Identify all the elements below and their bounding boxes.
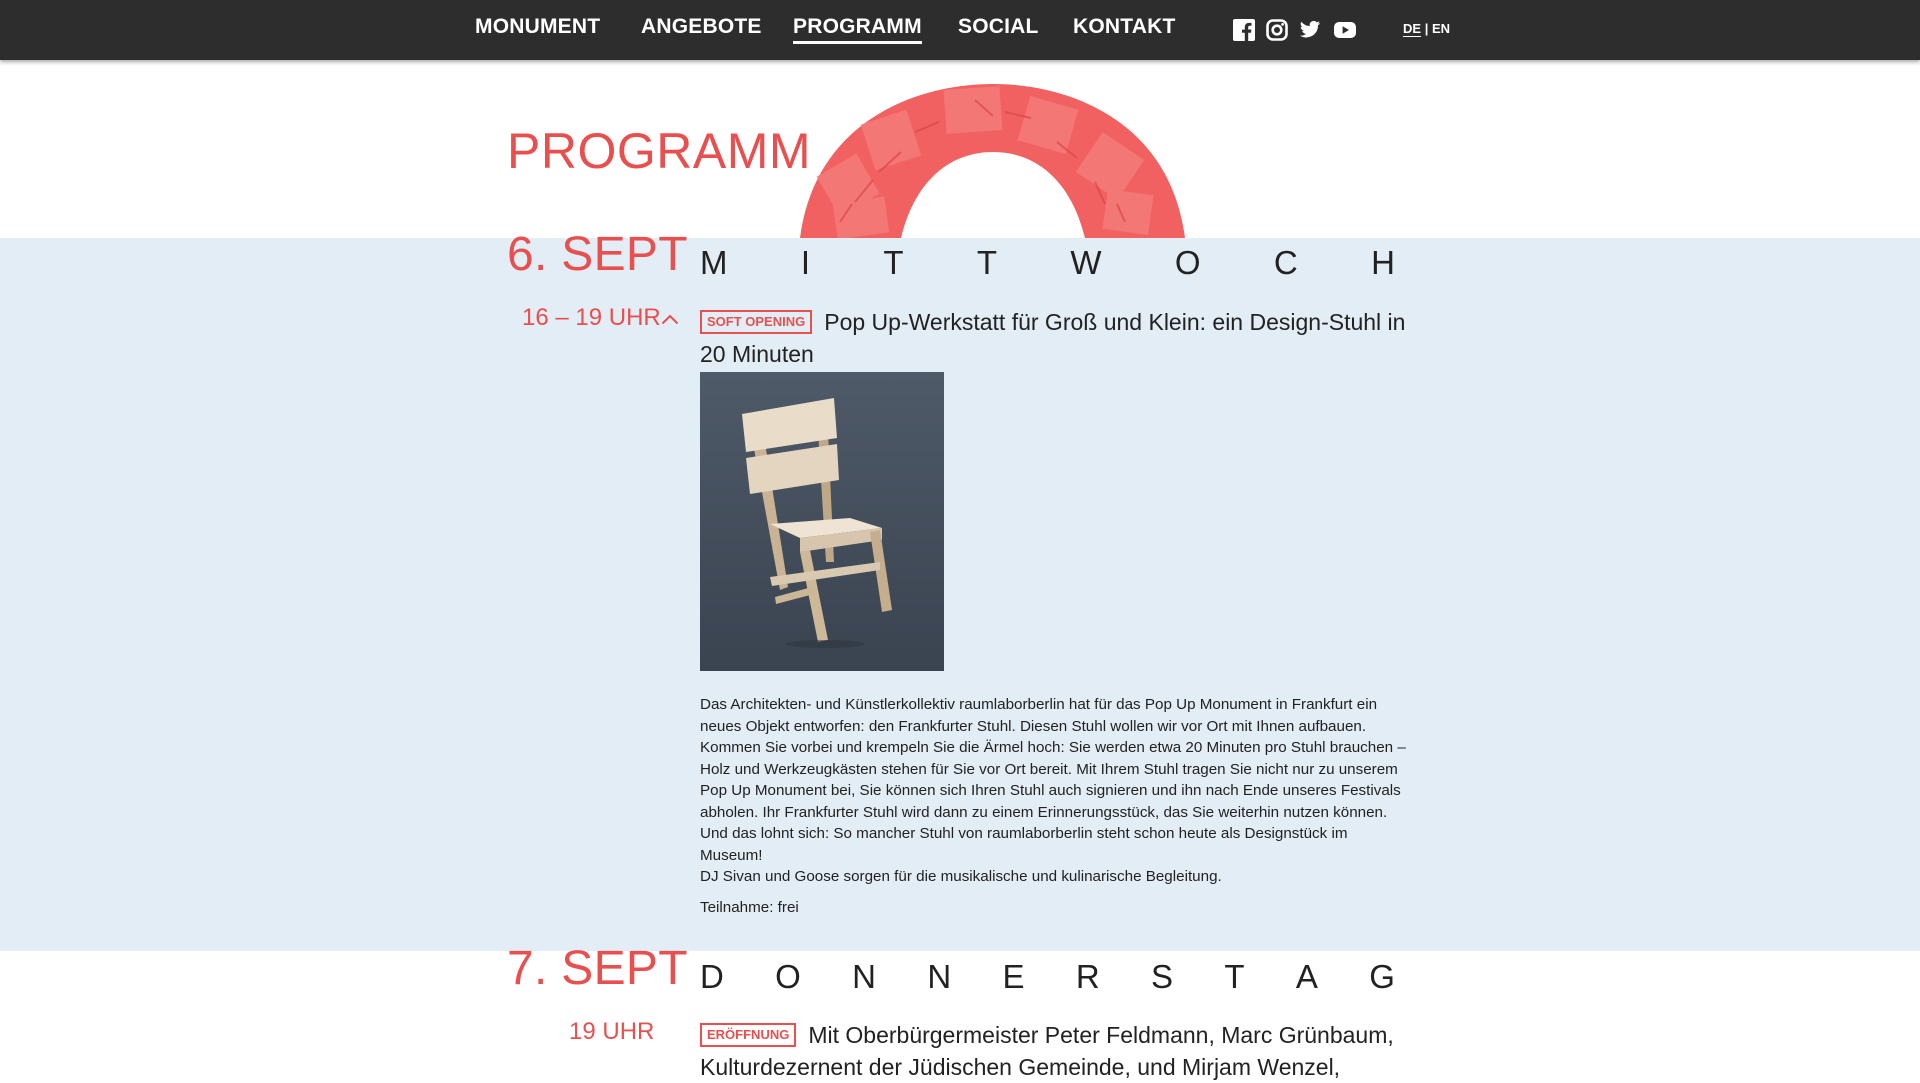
language-switcher (1403, 21, 1450, 36)
facebook-icon[interactable] (1233, 19, 1255, 41)
weekday-letter: O (775, 958, 801, 995)
event-badge: SOFT OPENING (700, 310, 812, 334)
weekday-letter: S (1151, 958, 1174, 995)
weekday-letter: E (1002, 958, 1025, 995)
chair-photo (700, 372, 944, 671)
weekday-letter: C (1273, 244, 1298, 281)
weekday-letter: A (1295, 958, 1318, 995)
instagram-icon[interactable] (1266, 19, 1288, 41)
weekday-letter: M (700, 244, 728, 281)
event-title-block[interactable] (700, 306, 1410, 370)
event-title: Pop Up-Werkstatt für Groß und Klein: ein Design-Stuhl in 20 Minuten (700, 309, 1406, 367)
event-description (700, 694, 1412, 888)
twitter-icon[interactable] (1299, 19, 1321, 41)
nav-item-social[interactable]: SOCIAL (958, 15, 1039, 38)
event-title: Mit Oberbürgermeister Peter Feldmann, Marc Grünbaum, Kulturdezernent der Jüdischen Gemeinde, und Mirjam Wenzel, (700, 1022, 1394, 1080)
top-navigation-bar (0, 0, 1920, 60)
weekday-letter: T (883, 244, 904, 281)
day-date: 7. SEPT (507, 942, 688, 995)
weekday-letter: R (1075, 958, 1100, 995)
event-badge: ERÖFFNUNG (700, 1023, 796, 1047)
youtube-icon[interactable] (1333, 19, 1357, 41)
event-description-text-2: DJ Sivan und Goose sorgen für die musikalische und kulinarische Begleitung. (700, 868, 1222, 885)
lang-en[interactable]: EN (1431, 21, 1451, 36)
weekday-letter: H (1371, 244, 1395, 281)
weekday-letter: W (1070, 244, 1102, 281)
lang-de[interactable]: DE (1403, 21, 1422, 36)
event-description-text: Das Architekten- und Künstlerkollektiv raumlaborberlin hat für das Pop Up Monument in Frankfurt ein neues Objekt entworfen: den Frankfurter Stuhl. Diesen Stuhl wollen wir vor Ort mit Ihnen aufbauen. Kommen Sie vorbei und krempeln Sie die Ärmel hoch: Sie werden etwa 20 Minuten pro Stuhl brauchen – Holz und Werkzeugkästen stehen für Sie vor Ort bereit. Mit Ihrem Stuhl tragen Sie nicht nur zu unserem Pop Up Monument bei, Sie können sich Ihren Stuhl auch signieren und ihn nach Ende unseres Festivals abholen. Ihr Frankfurter Stuhl wird dann zu einem Erinnerungsstück, das Sie weiterhin nutzen können. Und das lohnt sich: So mancher Stuhl von raumlaborberlin steht schon heute als Designstück im Museum! (700, 696, 1406, 864)
chair-arch-graphic (795, 82, 1190, 238)
weekday-letter: I (800, 244, 811, 281)
weekday-letter: N (852, 958, 877, 995)
event-title-block[interactable] (700, 1019, 1410, 1083)
nav-item-angebote[interactable]: ANGEBOTE (641, 15, 762, 38)
chevron-up-icon[interactable] (661, 313, 679, 325)
weekday-letter: N (927, 958, 952, 995)
weekday-letter: O (1174, 244, 1201, 281)
day-date: 6. SEPT (507, 228, 688, 281)
page-title: PROGRAMM (507, 123, 811, 179)
event-participation: Teilnahme: frei (700, 899, 799, 916)
weekday-letter: T (1224, 958, 1245, 995)
nav-item-programm[interactable]: PROGRAMM (793, 15, 922, 44)
event-time: 19 UHR (569, 1018, 655, 1045)
weekday-letters (700, 244, 1395, 282)
lang-separator: | (1424, 21, 1429, 36)
weekday-letter: T (976, 244, 998, 281)
nav-item-kontakt[interactable]: KONTAKT (1073, 15, 1176, 38)
weekday-letter: G (1369, 958, 1395, 995)
weekday-letter: D (700, 958, 724, 995)
weekday-letters (700, 958, 1395, 996)
nav-item-monument[interactable]: MONUMENT (475, 15, 601, 38)
event-time: 16 – 19 UHR (522, 304, 661, 331)
